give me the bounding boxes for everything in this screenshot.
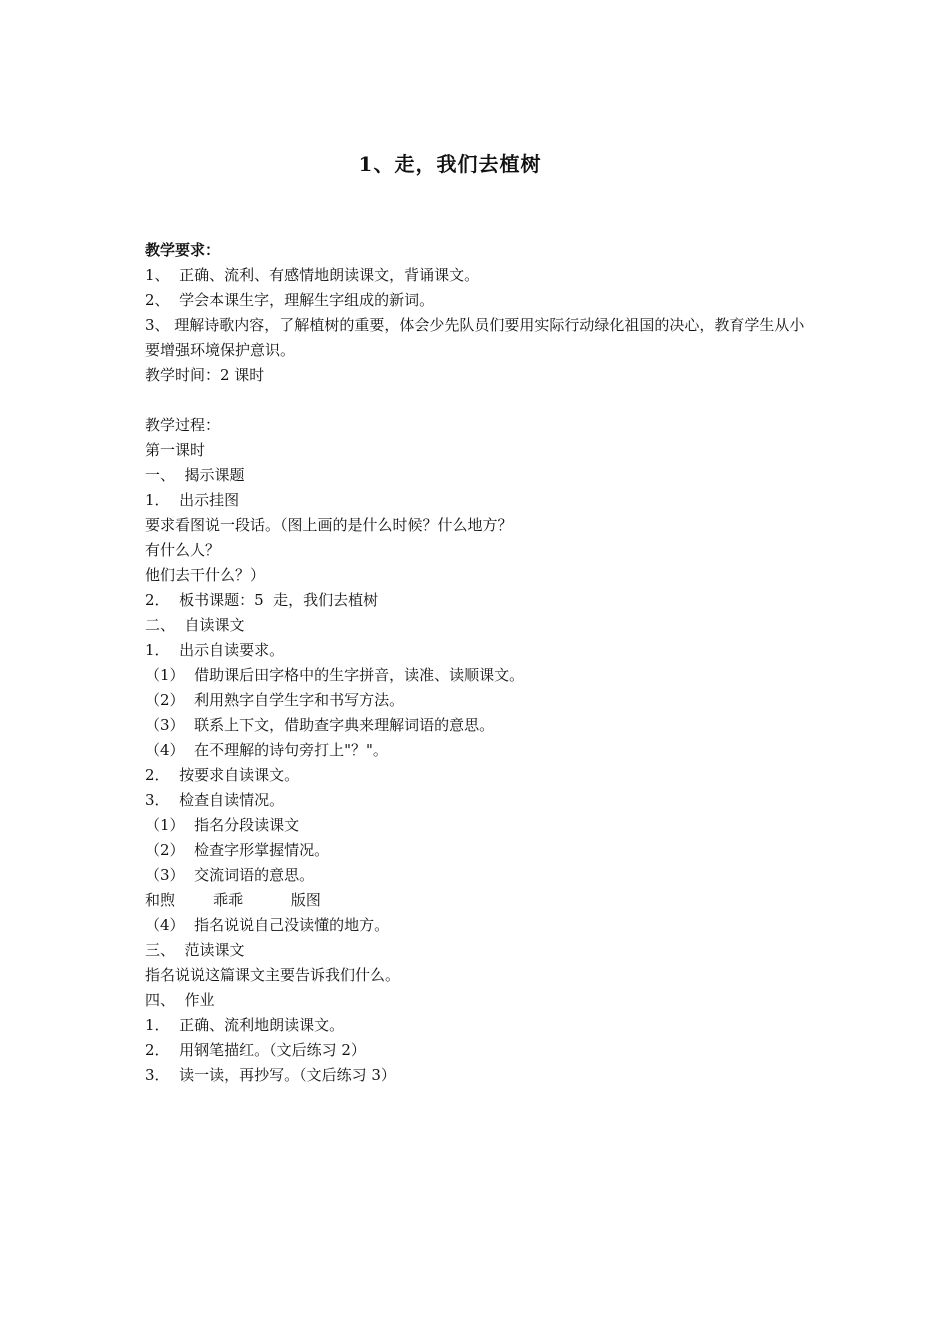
process-line: 指名说说这篇课文主要告诉我们什么。	[145, 966, 401, 984]
process-line: 有什么人？	[145, 541, 221, 559]
process-line: 二、 自读课文	[145, 616, 245, 634]
process-line: 要求看图说一段话。（图上画的是什么时候？什么地方？	[145, 516, 513, 534]
lesson-body	[145, 238, 810, 1088]
process-line: （3） 联系上下文，借助查字典来理解词语的意思。	[145, 716, 495, 734]
process-line: 3． 读一读，再抄写。（文后练习 3）	[145, 1066, 396, 1084]
requirement-item: 3、 理解诗歌内容，了解植树的重要，体会少先队员们要用实际行动绿化祖国的决心，教育学生从小要增强环境保护意识。	[145, 316, 805, 359]
process-line: 1． 出示自读要求。	[145, 641, 285, 659]
process-line: 四、 作业	[145, 991, 215, 1009]
process-line: （1） 指名分段读课文	[145, 816, 300, 834]
process-line: （1） 借助课后田字格中的生字拼音，读准、读顺课文。	[145, 666, 525, 684]
process-line: 1． 正确、流利地朗读课文。	[145, 1016, 345, 1034]
process-line: 2． 按要求自读课文。	[145, 766, 300, 784]
process-heading: 教学过程：	[145, 416, 221, 434]
process-line: 1． 出示挂图	[145, 491, 240, 509]
requirements-heading: 教学要求：	[145, 241, 221, 259]
requirement-item: 2、 学会本课生字，理解生字组成的新词。	[145, 291, 435, 309]
process-line: 三、 范读课文	[145, 941, 245, 959]
teaching-time: 教学时间：2 课时	[145, 366, 265, 384]
process-line: 他们去干什么？）	[145, 566, 266, 584]
process-line: 2． 板书课题：5 走，我们去植树	[145, 591, 379, 609]
process-line: 2． 用钢笔描红。（文后练习 2）	[145, 1041, 366, 1059]
process-line: 一、 揭示课题	[145, 466, 245, 484]
spacer	[145, 388, 810, 413]
process-line: （4） 指名说说自己没读懂的地方。	[145, 916, 390, 934]
requirement-item: 1、 正确、流利、有感情地朗读课文，背诵课文。	[145, 266, 480, 284]
process-line: （2） 检查字形掌握情况。	[145, 841, 330, 859]
process-line: （2） 利用熟字自学生字和书写方法。	[145, 691, 405, 709]
lesson-title: 1、走，我们去植树	[358, 152, 542, 176]
process-line: （4） 在不理解的诗句旁打上"？"。	[145, 741, 388, 759]
process-line: （3） 交流词语的意思。	[145, 866, 315, 884]
process-line: 和煦 乖乖 版图	[145, 891, 321, 909]
process-line: 3． 检查自读情况。	[145, 791, 285, 809]
process-line: 第一课时	[145, 441, 206, 459]
